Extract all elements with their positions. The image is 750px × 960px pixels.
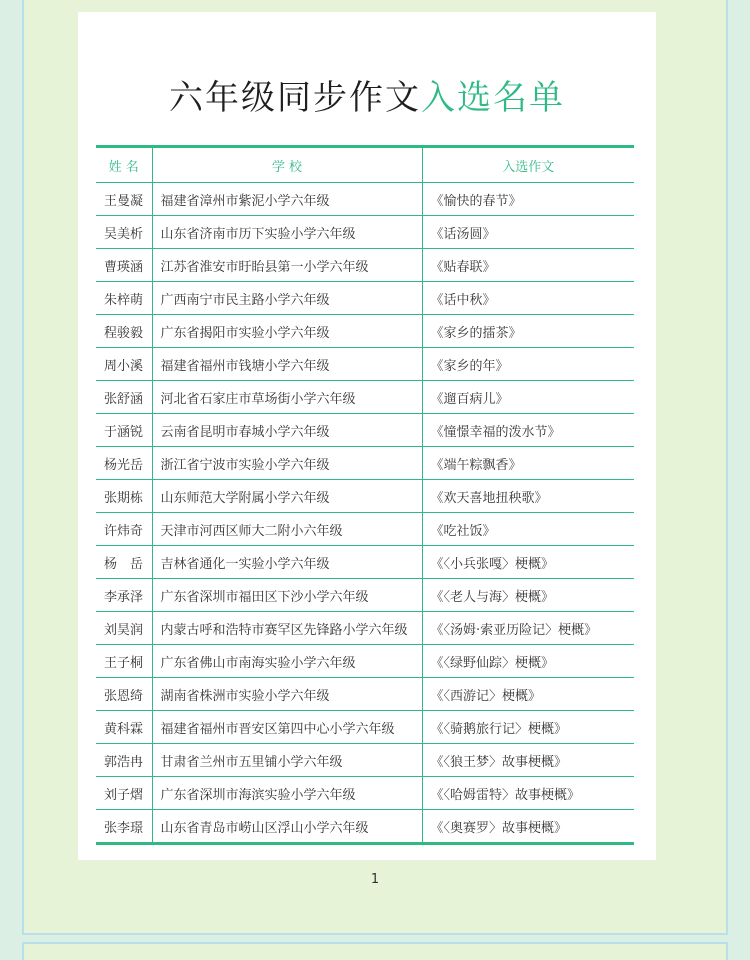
student-name: 许炜奇 <box>96 513 152 546</box>
student-name: 王曼凝 <box>96 183 152 216</box>
selected-essay: 《憧憬幸福的泼水节》 <box>422 414 634 447</box>
table-row <box>96 348 634 381</box>
school-name: 福建省福州市钱塘小学六年级 <box>152 348 422 381</box>
selected-essay: 《〈哈姆雷特〉故事梗概》 <box>422 777 634 810</box>
selected-essay: 《〈小兵张嘎〉梗概》 <box>422 546 634 579</box>
student-name: 杨光岳 <box>96 447 152 480</box>
school-name: 广东省揭阳市实验小学六年级 <box>152 315 422 348</box>
student-name: 周小溪 <box>96 348 152 381</box>
table-row <box>96 744 634 777</box>
selected-essay: 《端午粽飘香》 <box>422 447 634 480</box>
table-row <box>96 216 634 249</box>
selected-essay: 《〈狼王梦〉故事梗概》 <box>422 744 634 777</box>
selected-essay: 《〈骑鹅旅行记〉梗概》 <box>422 711 634 744</box>
selected-essay: 《家乡的擂茶》 <box>422 315 634 348</box>
selected-essay: 《〈老人与海〉梗概》 <box>422 579 634 612</box>
school-name: 天津市河西区师大二附小六年级 <box>152 513 422 546</box>
table-row <box>96 777 634 810</box>
selected-essay: 《欢天喜地扭秧歌》 <box>422 480 634 513</box>
next-page-edge <box>22 942 728 960</box>
selected-essay: 《〈绿野仙踪〉梗概》 <box>422 645 634 678</box>
school-name: 吉林省通化一实验小学六年级 <box>152 546 422 579</box>
student-name: 于涵锐 <box>96 414 152 447</box>
table-row <box>96 480 634 513</box>
selected-essay: 《〈奥赛罗〉故事梗概》 <box>422 810 634 844</box>
winners-table <box>96 145 634 845</box>
school-name: 广西南宁市民主路小学六年级 <box>152 282 422 315</box>
page-title <box>78 70 656 119</box>
page-number: 1 <box>370 872 380 887</box>
table-row <box>96 183 634 216</box>
school-name: 广东省深圳市福田区下沙小学六年级 <box>152 579 422 612</box>
school-name: 山东师范大学附属小学六年级 <box>152 480 422 513</box>
table-row <box>96 645 634 678</box>
header-work: 入选作文 <box>422 147 634 183</box>
selected-essay: 《贴春联》 <box>422 249 634 282</box>
selected-essay: 《话中秋》 <box>422 282 634 315</box>
student-name: 刘子熠 <box>96 777 152 810</box>
document-page <box>78 12 656 860</box>
header-name: 姓 名 <box>96 147 152 183</box>
student-name: 李承泽 <box>96 579 152 612</box>
student-name: 杨 岳 <box>96 546 152 579</box>
school-name: 内蒙古呼和浩特市赛罕区先锋路小学六年级 <box>152 612 422 645</box>
student-name: 刘昊润 <box>96 612 152 645</box>
student-name: 张恩绮 <box>96 678 152 711</box>
table-row <box>96 810 634 844</box>
table-row <box>96 711 634 744</box>
school-name: 山东省青岛市崂山区浮山小学六年级 <box>152 810 422 844</box>
table-row <box>96 249 634 282</box>
school-name: 浙江省宁波市实验小学六年级 <box>152 447 422 480</box>
selected-essay: 《愉快的春节》 <box>422 183 634 216</box>
selected-essay: 《〈汤姆·索亚历险记〉梗概》 <box>422 612 634 645</box>
table-row <box>96 414 634 447</box>
table-row <box>96 315 634 348</box>
school-name: 福建省福州市晋安区第四中心小学六年级 <box>152 711 422 744</box>
school-name: 江苏省淮安市盱眙县第一小学六年级 <box>152 249 422 282</box>
school-name: 河北省石家庄市草场街小学六年级 <box>152 381 422 414</box>
school-name: 福建省漳州市紫泥小学六年级 <box>152 183 422 216</box>
student-name: 郭浩冉 <box>96 744 152 777</box>
school-name: 广东省佛山市南海实验小学六年级 <box>152 645 422 678</box>
selected-essay: 《吃社饭》 <box>422 513 634 546</box>
student-name: 曹瑛涵 <box>96 249 152 282</box>
table-row <box>96 546 634 579</box>
school-name: 云南省昆明市春城小学六年级 <box>152 414 422 447</box>
table-header-row <box>96 147 634 183</box>
table-body <box>96 183 634 844</box>
table-row <box>96 282 634 315</box>
school-name: 广东省深圳市海滨实验小学六年级 <box>152 777 422 810</box>
school-name: 湖南省株洲市实验小学六年级 <box>152 678 422 711</box>
student-name: 王子桐 <box>96 645 152 678</box>
student-name: 张舒涵 <box>96 381 152 414</box>
table-row <box>96 381 634 414</box>
table-row <box>96 513 634 546</box>
table-row <box>96 447 634 480</box>
school-name: 山东省济南市历下实验小学六年级 <box>152 216 422 249</box>
student-name: 程骏毅 <box>96 315 152 348</box>
student-name: 张李璟 <box>96 810 152 844</box>
table-row <box>96 612 634 645</box>
school-name: 甘肃省兰州市五里铺小学六年级 <box>152 744 422 777</box>
student-name: 朱梓萌 <box>96 282 152 315</box>
title-accent: 入选名单 <box>421 78 565 118</box>
selected-essay: 《遛百病儿》 <box>422 381 634 414</box>
selected-essay: 《家乡的年》 <box>422 348 634 381</box>
table-row <box>96 678 634 711</box>
header-school: 学 校 <box>152 147 422 183</box>
student-name: 吴美析 <box>96 216 152 249</box>
title-main: 六年级同步作文 <box>169 78 421 118</box>
table-row <box>96 579 634 612</box>
student-name: 黄科霖 <box>96 711 152 744</box>
selected-essay: 《〈西游记〉梗概》 <box>422 678 634 711</box>
student-name: 张期栋 <box>96 480 152 513</box>
selected-essay: 《话汤圆》 <box>422 216 634 249</box>
